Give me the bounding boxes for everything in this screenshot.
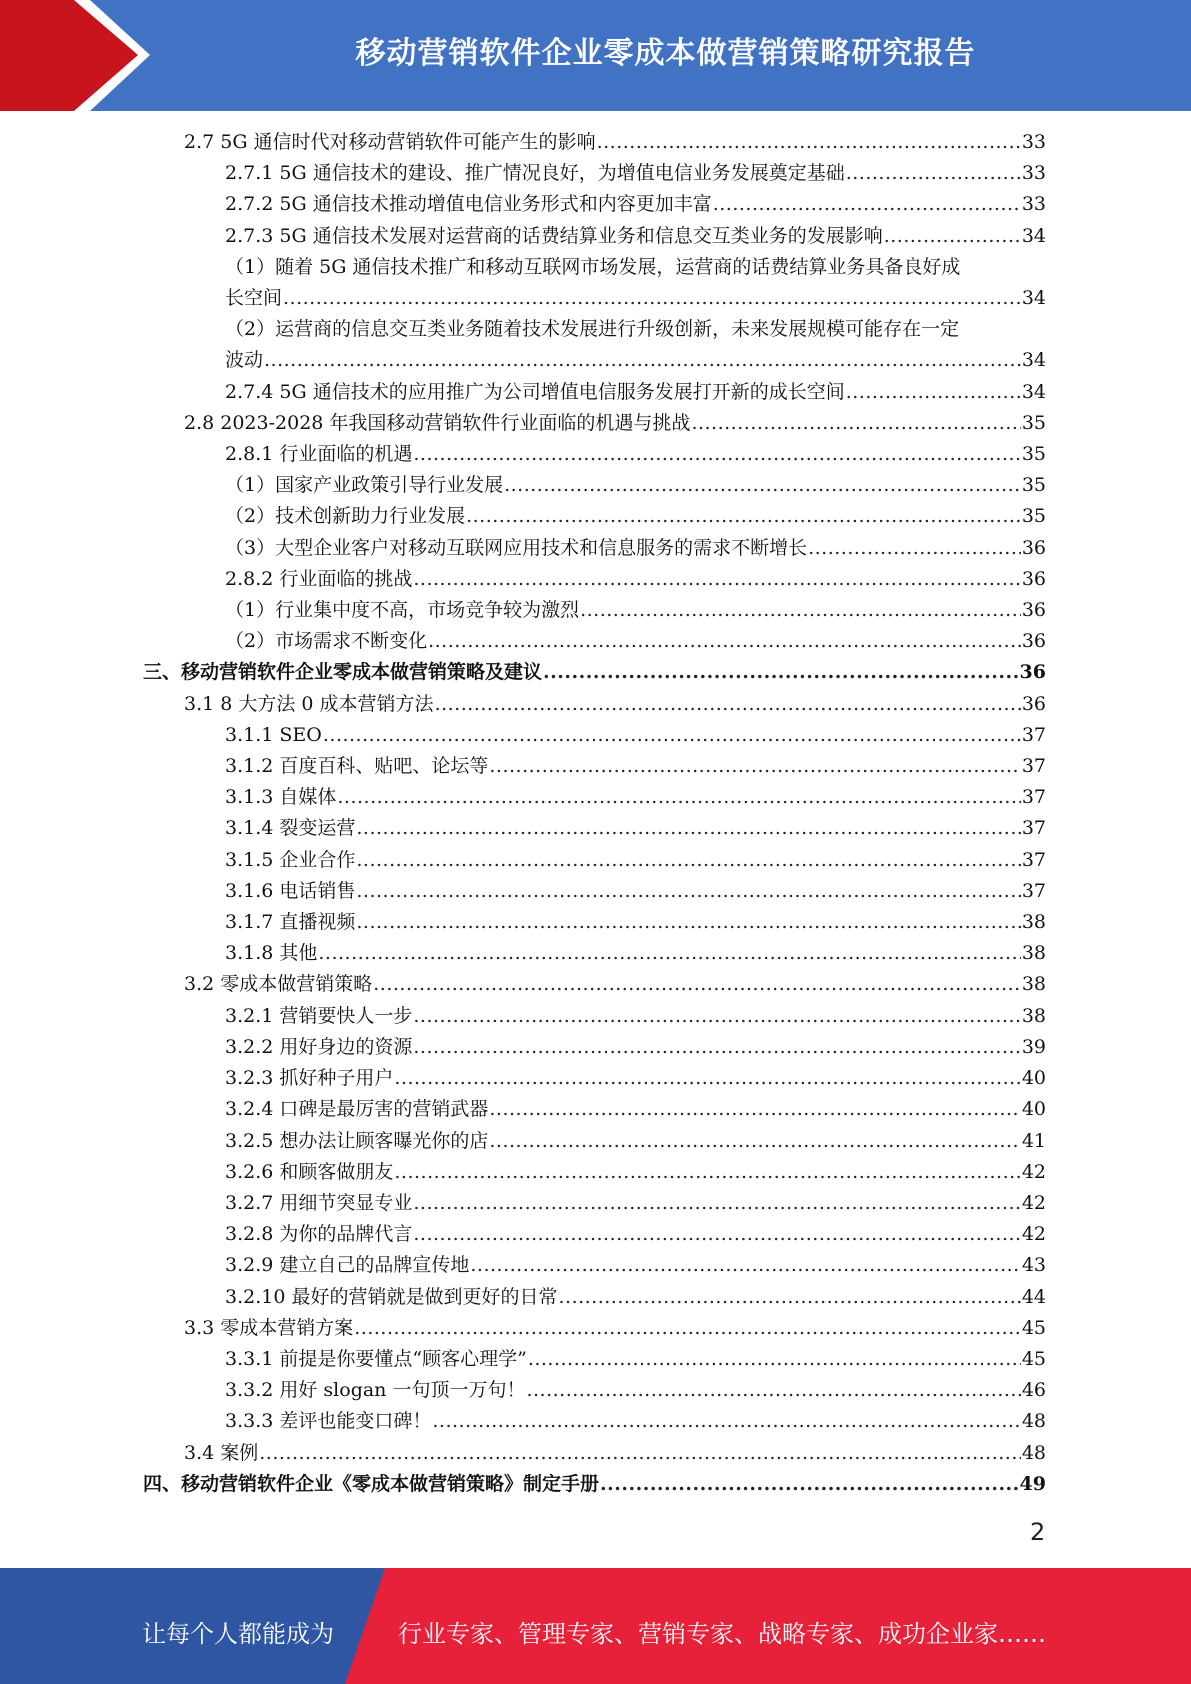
- toc-entry-page: 38: [1021, 911, 1046, 934]
- dot-leader: [435, 689, 1021, 720]
- dot-leader: [600, 1469, 1019, 1500]
- toc-entry-page: 45: [1021, 1316, 1046, 1339]
- toc-entry-page: 34: [1021, 287, 1046, 310]
- toc-entry[interactable]: [0, 221, 1046, 252]
- toc-entry-page: 36: [1021, 536, 1046, 559]
- toc-entry-title-line1: （2）运营商的信息交互类业务随着技术发展进行升级创新，未来发展规模可能存在一定: [225, 318, 960, 341]
- toc-entry-title: 2.7.3 5G 通信技术发展对运营商的话费结算业务和信息交互类业务的发展影响: [225, 224, 883, 247]
- toc-entry-page: 36: [1021, 599, 1046, 622]
- toc-entry-page: 42: [1021, 1223, 1046, 1246]
- toc-entry-page: 49: [1019, 1472, 1046, 1495]
- dot-leader: [413, 1032, 1020, 1063]
- toc-entry-title: 3.2.1 营销要快人一步: [225, 1004, 413, 1027]
- toc-entry-title: 2.8.1 行业面临的机遇: [225, 443, 413, 466]
- dot-leader: [466, 501, 1021, 532]
- dot-leader: [356, 813, 1020, 844]
- dot-leader: [356, 907, 1020, 938]
- toc-entry-page: 40: [1021, 1067, 1046, 1090]
- toc-entry-title: 3.1 8 大方法 0 成本营销方法: [184, 692, 434, 715]
- toc-entry[interactable]: [0, 1250, 1046, 1281]
- toc-entry-page: 41: [1021, 1129, 1046, 1152]
- toc-entry-page: 34: [1021, 349, 1046, 372]
- toc-entry-page: 35: [1021, 474, 1046, 497]
- dot-leader: [413, 439, 1020, 470]
- toc-entry[interactable]: [0, 377, 1046, 408]
- toc-entry-title: 2.7.4 5G 通信技术的应用推广为公司增值电信服务发展打开新的成长空间: [225, 380, 845, 403]
- toc-entry-title: 3.2.4 口碑是最厉害的营销武器: [225, 1098, 489, 1121]
- toc-entry[interactable]: [0, 626, 1046, 657]
- toc-entry-title: 2.7.1 5G 通信技术的建设、推广情况良好，为增值电信业务发展奠定基础: [225, 162, 845, 185]
- dot-leader: [543, 657, 1019, 688]
- toc-entry[interactable]: [0, 1438, 1046, 1469]
- toc-entry[interactable]: [0, 439, 1046, 470]
- toc-entry[interactable]: [0, 314, 1046, 376]
- toc-entry-page: 42: [1021, 1191, 1046, 1214]
- dot-leader: [337, 782, 1020, 813]
- toc-entry[interactable]: [0, 1094, 1046, 1125]
- toc-entry[interactable]: [0, 1157, 1046, 1188]
- toc-entry[interactable]: [0, 938, 1046, 969]
- toc-entry-page: 40: [1021, 1098, 1046, 1121]
- dot-leader: [428, 626, 1021, 657]
- toc-entry-page: 36: [1021, 692, 1046, 715]
- toc-entry-page: 35: [1021, 505, 1046, 528]
- toc-entry-title-line2: 波动: [225, 349, 264, 372]
- toc-entry-title: 四、移动营销软件企业《零成本做营销策略》制定手册: [143, 1472, 600, 1495]
- toc-entry[interactable]: [0, 408, 1046, 439]
- toc-entry[interactable]: [0, 969, 1046, 1000]
- dot-leader: [489, 1094, 1020, 1125]
- table-of-contents: [0, 127, 1191, 1500]
- toc-entry-page: 36: [1021, 630, 1046, 653]
- dot-leader: [413, 1188, 1020, 1219]
- toc-entry-title: 3.1.4 裂变运营: [225, 817, 356, 840]
- toc-entry[interactable]: [0, 720, 1046, 751]
- toc-entry-title: （2）市场需求不断变化: [225, 630, 428, 653]
- dot-leader: [489, 1126, 1020, 1157]
- toc-entry-title: 2.7.2 5G 通信技术推动增值电信业务形式和内容更加丰富: [225, 193, 712, 216]
- toc-entry[interactable]: [0, 1063, 1046, 1094]
- toc-entry-page: 34: [1021, 380, 1046, 403]
- toc-entry-title-line2: 长空间: [225, 287, 283, 310]
- toc-entry-title: （1）行业集中度不高，市场竞争较为激烈: [225, 599, 580, 622]
- page-header: [0, 0, 1191, 111]
- toc-entry-title: 3.1.3 自媒体: [225, 786, 337, 809]
- toc-entry-title: 3.2.3 抓好种子用户: [225, 1067, 394, 1090]
- toc-entry[interactable]: [0, 876, 1046, 907]
- dot-leader: [413, 1001, 1020, 1032]
- dot-leader: [691, 408, 1020, 439]
- dot-leader: [264, 345, 1021, 376]
- toc-entry[interactable]: [0, 252, 1046, 314]
- toc-entry[interactable]: [0, 1219, 1046, 1250]
- toc-entry[interactable]: [0, 1375, 1046, 1406]
- toc-entry-page: 37: [1021, 723, 1046, 746]
- dot-leader: [394, 1063, 1020, 1094]
- dot-leader: [356, 876, 1020, 907]
- toc-entry-title: 3.2.9 建立自己的品牌宣传地: [225, 1254, 470, 1277]
- toc-entry-title: 3.2.5 想办法让顾客曝光你的店: [225, 1129, 489, 1152]
- toc-entry-title: 3.2.7 用细节突显专业: [225, 1191, 413, 1214]
- footer-slogan-left: 让每个人都能成为: [142, 1620, 334, 1648]
- toc-entry-title: 3.1.1 SEO: [225, 723, 322, 746]
- toc-entry[interactable]: [0, 689, 1046, 720]
- toc-entry-title-line1: （1）随着 5G 通信技术推广和移动互联网市场发展，运营商的话费结算业务具备良好成: [225, 255, 961, 278]
- toc-entry[interactable]: [0, 501, 1046, 532]
- footer-slogan-right: 行业专家、管理专家、营销专家、战略专家、成功企业家……: [398, 1620, 1046, 1648]
- toc-entry[interactable]: [0, 782, 1046, 813]
- toc-entry-title: 3.1.2 百度百科、贴吧、论坛等: [225, 755, 489, 778]
- dot-leader: [318, 938, 1020, 969]
- toc-entry-page: 36: [1021, 567, 1046, 590]
- dot-leader: [580, 595, 1021, 626]
- toc-entry[interactable]: [0, 595, 1046, 626]
- toc-entry[interactable]: [0, 189, 1046, 220]
- dot-leader: [846, 158, 1021, 189]
- toc-entry-title: 3.2 零成本做营销策略: [184, 973, 373, 996]
- dot-leader: [558, 1282, 1020, 1313]
- toc-entry-page: 35: [1021, 443, 1046, 466]
- toc-entry-page: 38: [1021, 1004, 1046, 1027]
- toc-entry[interactable]: [0, 845, 1046, 876]
- toc-entry[interactable]: [0, 1001, 1046, 1032]
- dot-leader: [713, 189, 1021, 220]
- dot-leader: [884, 221, 1021, 252]
- toc-entry-title: 3.4 案例: [184, 1441, 259, 1464]
- toc-entry[interactable]: [0, 564, 1046, 595]
- toc-entry[interactable]: [0, 657, 1046, 688]
- dot-leader: [356, 845, 1020, 876]
- toc-entry-page: 33: [1021, 193, 1046, 216]
- toc-entry[interactable]: [0, 1188, 1046, 1219]
- dot-leader: [259, 1438, 1021, 1469]
- toc-entry[interactable]: [0, 751, 1046, 782]
- toc-entry-title: 3.2.10 最好的营销就是做到更好的日常: [225, 1285, 558, 1308]
- toc-entry[interactable]: [0, 813, 1046, 844]
- toc-entry-title: （3）大型企业客户对移动互联网应用技术和信息服务的需求不断增长: [225, 536, 808, 559]
- toc-entry[interactable]: [0, 1032, 1046, 1063]
- toc-entry-title: 3.3.3 差评也能变口碑！: [225, 1410, 432, 1433]
- dot-leader: [283, 283, 1021, 314]
- toc-entry[interactable]: [0, 1344, 1046, 1375]
- toc-entry-title: （1）国家产业政策引导行业发展: [225, 474, 504, 497]
- toc-entry[interactable]: [0, 1406, 1046, 1437]
- toc-entry-title: 3.2.6 和顾客做朋友: [225, 1160, 394, 1183]
- toc-entry[interactable]: [0, 127, 1046, 158]
- toc-entry-page: 46: [1021, 1379, 1046, 1402]
- toc-entry-page: 38: [1021, 973, 1046, 996]
- dot-leader: [470, 1250, 1020, 1281]
- toc-entry[interactable]: [0, 1469, 1046, 1500]
- toc-entry-page: 48: [1021, 1410, 1046, 1433]
- toc-entry[interactable]: [0, 1313, 1046, 1344]
- toc-entry[interactable]: [0, 1126, 1046, 1157]
- toc-entry-page: 48: [1021, 1441, 1046, 1464]
- dot-leader: [373, 969, 1021, 1000]
- toc-entry-title: 2.8.2 行业面临的挑战: [225, 567, 413, 590]
- dot-leader: [394, 1157, 1020, 1188]
- toc-entry-page: 42: [1021, 1160, 1046, 1183]
- dot-leader: [413, 1219, 1020, 1250]
- dot-leader: [597, 127, 1021, 158]
- toc-entry[interactable]: [0, 1282, 1046, 1313]
- dot-leader: [432, 1406, 1020, 1437]
- report-title: 移动营销软件企业零成本做营销策略研究报告: [355, 36, 976, 71]
- toc-entry[interactable]: [0, 158, 1046, 189]
- dot-leader: [323, 720, 1021, 751]
- toc-entry-title: 3.1.5 企业合作: [225, 848, 356, 871]
- dot-leader: [528, 1344, 1021, 1375]
- dot-leader: [354, 1313, 1021, 1344]
- dot-leader: [489, 751, 1020, 782]
- toc-entry-title: 3.1.6 电话销售: [225, 879, 356, 902]
- toc-entry-title: 2.7 5G 通信时代对移动营销软件可能产生的影响: [184, 131, 596, 153]
- toc-entry-title: （2）技术创新助力行业发展: [225, 505, 466, 528]
- toc-entry-page: 34: [1021, 224, 1046, 247]
- toc-entry-page: 33: [1021, 131, 1046, 153]
- toc-entry-page: 39: [1021, 1035, 1046, 1058]
- toc-entry-page: 45: [1021, 1347, 1046, 1370]
- toc-entry-page: 44: [1021, 1285, 1046, 1308]
- dot-leader: [808, 533, 1021, 564]
- toc-entry[interactable]: [0, 533, 1046, 564]
- toc-entry-page: 37: [1021, 879, 1046, 902]
- toc-entry[interactable]: [0, 907, 1046, 938]
- dot-leader: [846, 377, 1021, 408]
- toc-entry-page: 37: [1021, 817, 1046, 840]
- header-chevron-icon: [0, 0, 150, 111]
- toc-entry-page: 43: [1021, 1254, 1046, 1277]
- dot-leader: [504, 470, 1021, 501]
- toc-entry-title: 3.2.8 为你的品牌代言: [225, 1223, 413, 1246]
- toc-entry-title: 3.1.8 其他: [225, 942, 318, 965]
- toc-entry-title: 3.1.7 直播视频: [225, 911, 356, 934]
- toc-entry-page: 37: [1021, 755, 1046, 778]
- toc-entry-page: 37: [1021, 848, 1046, 871]
- toc-entry-page: 35: [1021, 411, 1046, 434]
- dot-leader: [526, 1375, 1020, 1406]
- toc-entry-page: 38: [1021, 942, 1046, 965]
- toc-entry-title: 3.3 零成本营销方案: [184, 1316, 354, 1339]
- page-footer: [0, 1568, 1191, 1684]
- toc-entry-title: 三、移动营销软件企业零成本做营销策略及建议: [143, 661, 543, 684]
- dot-leader: [413, 564, 1020, 595]
- toc-entry-page: 33: [1021, 162, 1046, 185]
- toc-entry-page: 36: [1019, 661, 1046, 684]
- toc-entry-page: 37: [1021, 786, 1046, 809]
- toc-entry-title: 3.2.2 用好身边的资源: [225, 1035, 413, 1058]
- toc-entry-title: 3.3.2 用好 slogan 一句顶一万句！: [225, 1379, 526, 1402]
- toc-entry[interactable]: [0, 470, 1046, 501]
- toc-entry-title: 2.8 2023-2028 年我国移动营销软件行业面临的机遇与挑战: [184, 411, 691, 434]
- toc-entry-title: 3.3.1 前提是你要懂点“顾客心理学”: [225, 1347, 527, 1370]
- page-number: 2: [1030, 1518, 1046, 1546]
